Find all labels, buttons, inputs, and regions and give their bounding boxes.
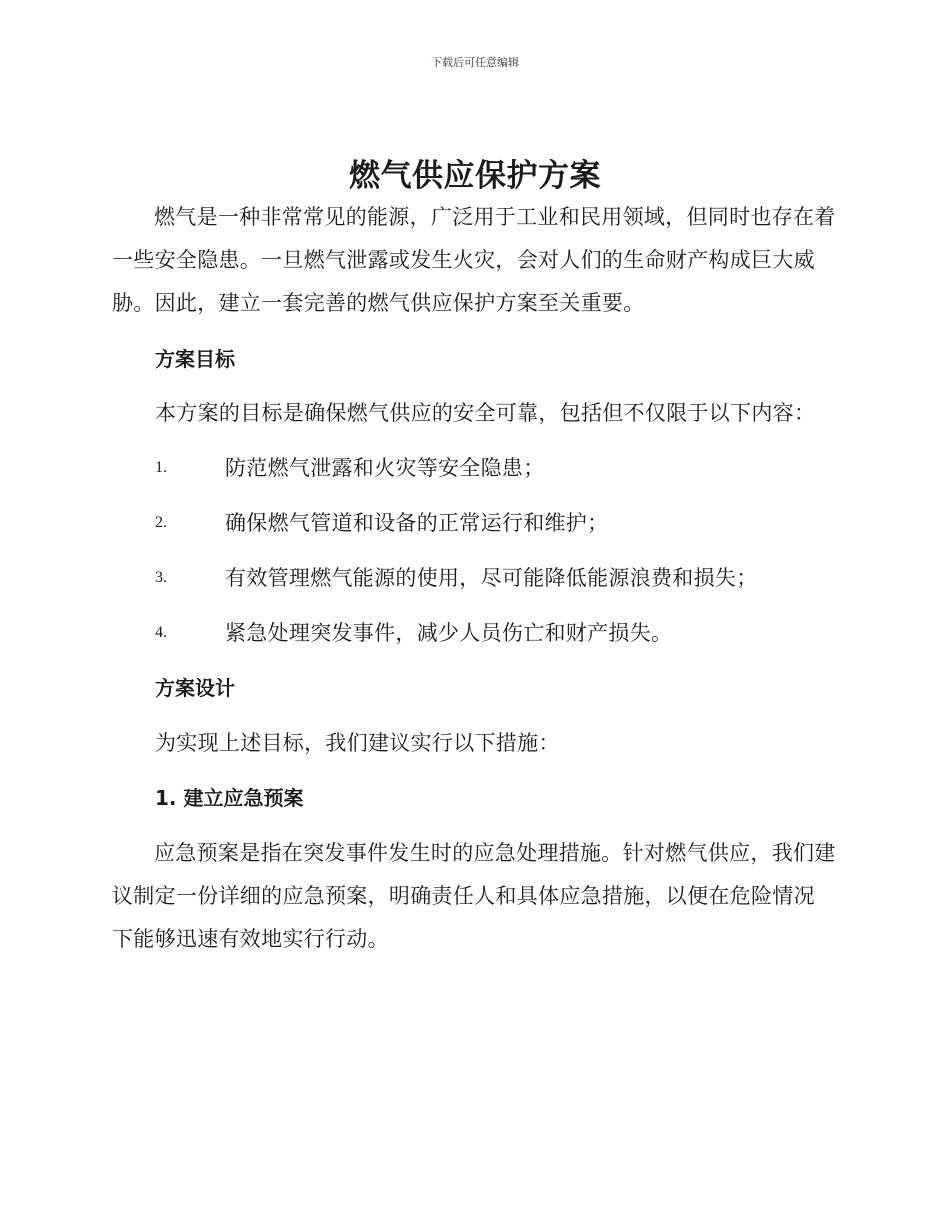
list-item-text: 有效管理燃气能源的使用，尽可能降低能源浪费和损失； xyxy=(225,566,758,590)
document-title: 燃气供应保护方案 xyxy=(349,158,601,194)
list-item-text: 紧急处理突发事件，减少人员伤亡和财产损失。 xyxy=(225,621,673,645)
intro-paragraph: 燃气是一种非常常见的能源，广泛用于工业和民用领域，但同时也存在着一些安全隐患。一旦燃气泄露或发生火灾，会对人们的生命财产构成巨大威胁。因此，建立一套完善的燃气供应保护方案至关重要。 xyxy=(112,205,836,315)
list-item-number: 3. xyxy=(155,569,167,586)
list-item-text: 确保燃气管道和设备的正常运行和维护； xyxy=(225,511,609,535)
goals-lead-text: 本方案的目标是确保燃气供应的安全可靠，包括但不仅限于以下内容： xyxy=(155,401,816,425)
subsection-heading: 1. 建立应急预案 xyxy=(155,786,304,810)
list-item-number: 1. xyxy=(155,459,167,476)
list-item-number: 2. xyxy=(155,514,167,531)
design-body-paragraph: 应急预案是指在突发事件发生时的应急处理措施。针对燃气供应，我们建议制定一份详细的应急预案，明确责任人和具体应急措施，以便在危险情况下能够迅速有效地实行行动。 xyxy=(112,841,836,951)
list-item-number: 4. xyxy=(155,624,167,641)
list-item-text: 防范燃气泄露和火灾等安全隐患； xyxy=(225,456,545,480)
section-heading-design: 方案设计 xyxy=(155,676,235,700)
section-heading-goals: 方案目标 xyxy=(155,347,235,371)
design-lead-text: 为实现上述目标，我们建议实行以下措施： xyxy=(155,731,560,755)
header-note: 下载后可任意编辑 xyxy=(431,56,519,69)
